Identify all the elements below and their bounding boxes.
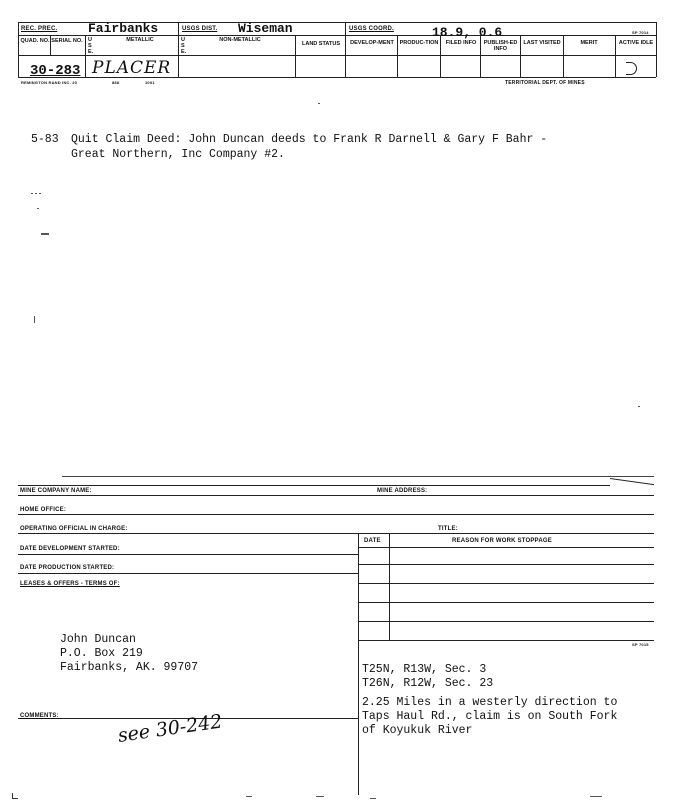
last-visited-label: LAST VISITED: [523, 40, 561, 46]
speck: [590, 796, 602, 797]
printer-line: REMINGTON RAND INC. 20: [21, 80, 78, 85]
speck: [370, 798, 376, 799]
speck: [31, 193, 43, 194]
published-info-label: PUBLISH-ED INFO: [483, 40, 518, 52]
owner-address-2: Fairbanks, AK. 99707: [60, 661, 199, 674]
speck: [638, 406, 640, 407]
active-idle-label: ACTIVE IDLE: [618, 40, 654, 46]
location-line-3: 2.25 Miles in a westerly direction to: [362, 696, 618, 709]
merit-label: MERIT: [580, 40, 598, 46]
entry-date: 5-83: [31, 133, 59, 146]
entry-line-2: Great Northern, Inc Company #2.: [71, 148, 285, 161]
speck: [318, 103, 320, 104]
owner-address-1: P.O. Box 219: [60, 647, 143, 660]
production-label: PRODUC-TION: [399, 40, 439, 46]
operating-official-label: OPERATING OFFICIAL IN CHARGE:: [20, 526, 128, 532]
location-line-1: T25N, R13W, Sec. 3: [362, 663, 487, 676]
department-label: TERRITORIAL DEPT. OF MINES: [505, 80, 585, 86]
type-value: PLACER: [92, 58, 172, 78]
land-status-label: LAND STATUS: [302, 41, 340, 47]
usgs-coord-value: 18.9, 0.6: [432, 25, 503, 40]
date-column-label: DATE: [364, 538, 381, 544]
printer-code-2: 1001: [145, 80, 155, 85]
development-label: DEVELOP-MENT: [350, 40, 394, 46]
owner-name: John Duncan: [60, 633, 136, 646]
location-line-2: T26N, R12W, Sec. 23: [362, 677, 494, 690]
speck: [34, 316, 35, 323]
speck: [41, 233, 49, 235]
mine-company-label: MINE COMPANY NAME:: [20, 488, 92, 494]
usgs-dist-value: Wiseman: [238, 21, 293, 36]
rec-prec-label: REC. PREC.: [21, 26, 58, 32]
date-production-label: DATE PRODUCTION STARTED:: [20, 565, 115, 571]
quad-label: QUAD. NO.: [20, 38, 50, 44]
rec-prec-value: Fairbanks: [88, 21, 159, 36]
active-mark: [626, 62, 637, 75]
nonmetallic-label: NON-METALLIC: [219, 37, 261, 43]
form-number-top: SP 7014: [632, 30, 649, 35]
location-line-4: Taps Haul Rd., claim is on South Fork: [362, 710, 618, 723]
entry-line-1: Quit Claim Deed: John Duncan deeds to Frank R Darnell & Gary F Bahr -: [71, 133, 548, 146]
location-line-5: of Koyukuk River: [362, 724, 473, 737]
serial-value: 30-283: [30, 63, 81, 79]
usgs-coord-label: USGS COORD.: [349, 26, 394, 32]
speck: [316, 796, 324, 797]
serial-label: SERIAL NO.: [51, 38, 83, 44]
metallic-codes: U S E.: [88, 37, 94, 55]
reason-column-label: REASON FOR WORK STOPPAGE: [452, 538, 552, 544]
metallic-label: METALLIC: [126, 37, 154, 43]
speck: [37, 208, 39, 209]
printer-code-1: 888: [112, 80, 120, 85]
leases-label: LEASES & OFFERS - TERMS OF:: [20, 581, 120, 587]
title-label: TITLE:: [438, 526, 458, 532]
handwritten-comment: see 30-242: [116, 710, 224, 747]
date-development-label: DATE DEVELOPMENT STARTED:: [20, 546, 120, 552]
mine-address-label: MINE ADDRESS:: [377, 488, 428, 494]
speck: [246, 796, 252, 797]
corner-mark: [12, 793, 18, 799]
form-number-bottom: SP 7015: [632, 642, 649, 647]
nonmetallic-codes: U S E.: [181, 37, 187, 55]
home-office-label: HOME OFFICE:: [20, 507, 67, 513]
usgs-dist-label: USGS DIST.: [182, 26, 218, 32]
filed-info-label: FILED INFO: [445, 40, 477, 46]
comments-label: COMMENTS:: [20, 713, 59, 719]
